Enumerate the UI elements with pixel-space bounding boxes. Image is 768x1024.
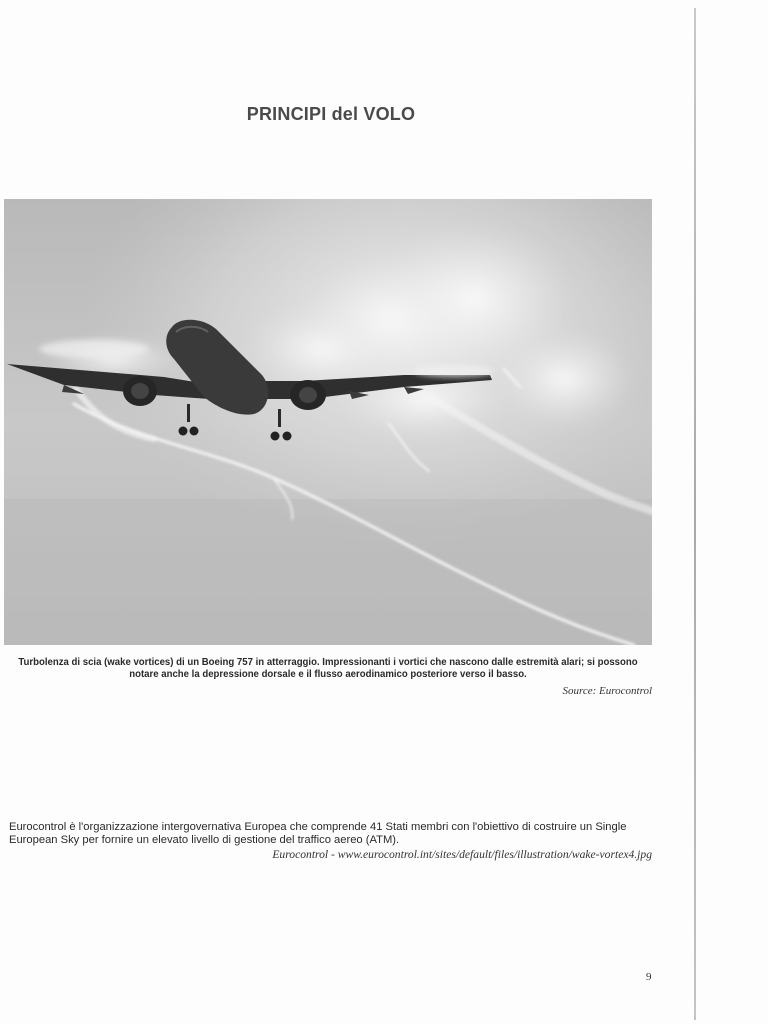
caption-line-1: Turbolenza di scia (wake vortices) di un Boeing 757 in atterraggio. Impressionanti i vortici che nascono dalle estremità alari; si possono <box>18 657 638 668</box>
figure-caption <box>17 657 639 681</box>
caption-source: Source: Eurocontrol <box>562 685 652 697</box>
image-credit: Eurocontrol - www.eurocontrol.int/sites/default/files/illustration/wake-vortex4.jpg <box>272 848 652 861</box>
page-title: PRINCIPI del VOLO <box>246 104 416 124</box>
body-paragraph: Eurocontrol è l'organizzazione intergovernativa Europea che comprende 41 Stati membri con l'obiettivo di costruire un Single European Sky per fornire un elevato livello di gestione del traffico aereo (ATM). <box>9 821 627 846</box>
page-number: 9 <box>646 971 652 983</box>
caption-line-2: notare anche la depressione dorsale e il flusso aerodinamico posteriore verso il basso. <box>129 669 527 680</box>
aircraft-wake-vortex-photo <box>4 199 652 645</box>
page-edge-shadow <box>694 8 696 1020</box>
